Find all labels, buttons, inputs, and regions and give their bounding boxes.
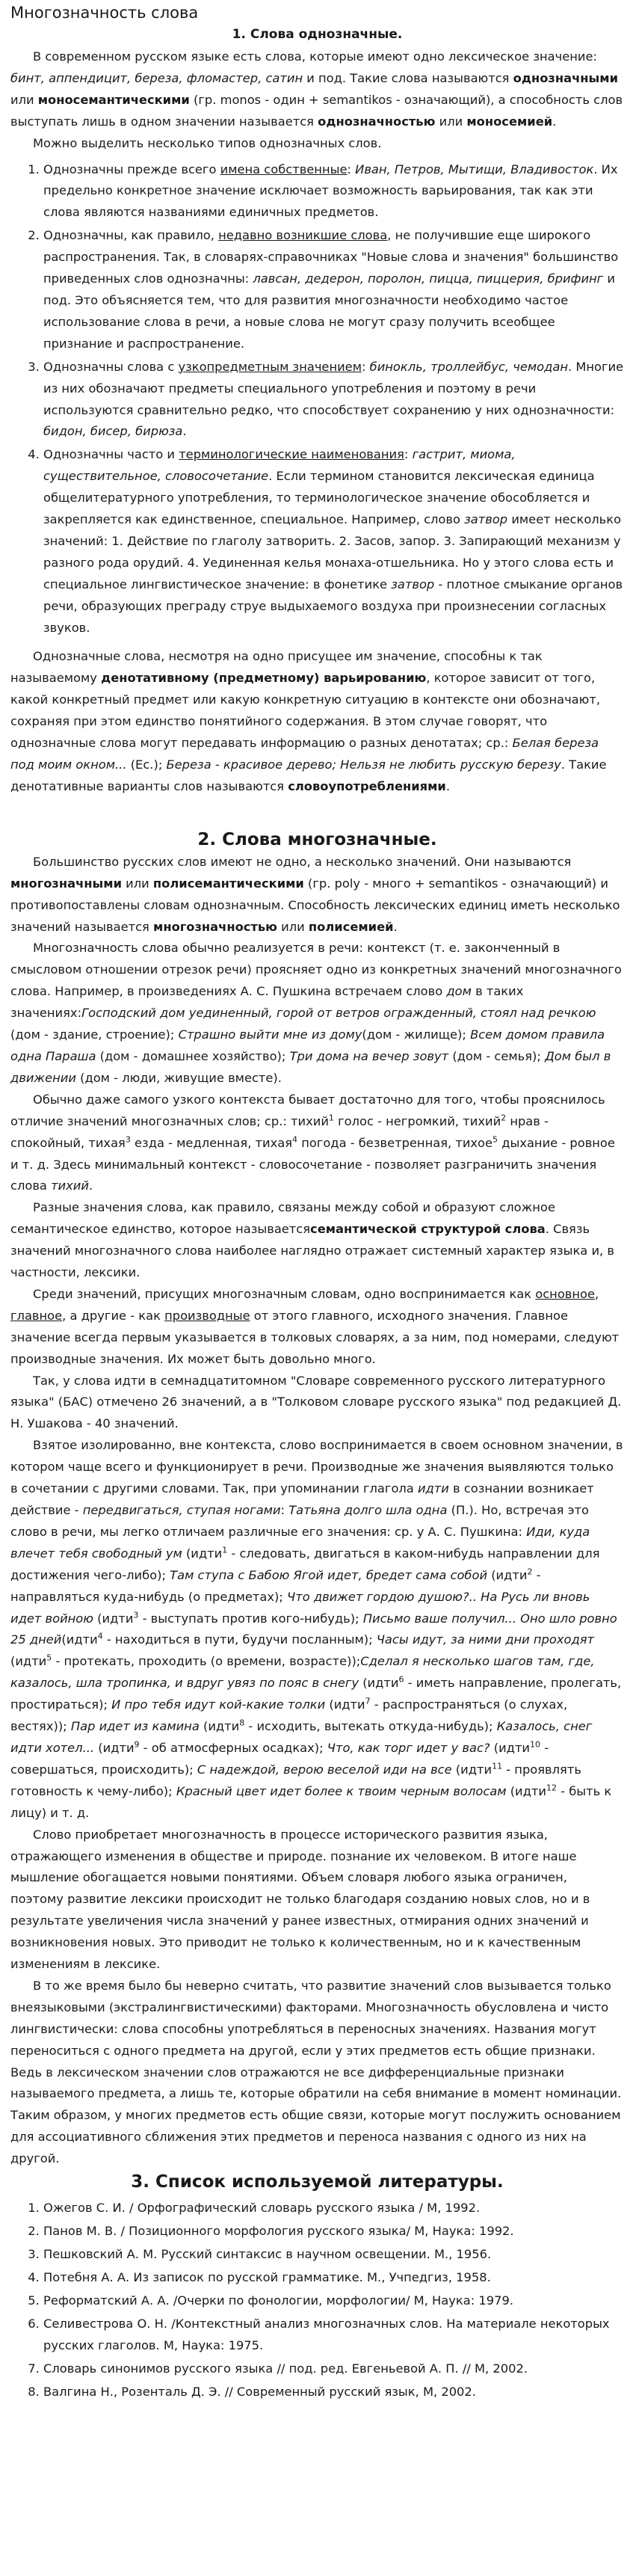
- text-run: и под. Такие слова называются: [303, 70, 513, 85]
- text-run: Пар идет из камина: [70, 1719, 200, 1734]
- text-run: Обычно даже самого узкого контекста бывает достаточно для того, чтобы прояснилось отличие значений многозначных слов; ср.: тихий: [10, 1092, 605, 1128]
- literature-item: 5. Реформатский А. А. /Очерки по фонологии, морфологии/ М, Наука: 1979.: [43, 2290, 624, 2311]
- text-run: многозначностью: [153, 919, 277, 934]
- text-run: Часы идут, за ними дни проходят: [376, 1632, 594, 1647]
- section-2-paragraph: [10, 1284, 624, 1371]
- text-run: - находиться в пути, будучи посланным);: [102, 1632, 377, 1647]
- text-run: . Связь значений многозначного слова наиболее наглядно отражает системный характер языка и, в частности, лексики.: [10, 1222, 614, 1280]
- text-run: Татьяна долго шла одна: [288, 1503, 448, 1517]
- text-run: 9: [134, 1739, 140, 1750]
- text-run: - плотное смыкание органов речи, образующих преграду струе выдыхаемого воздуха при произнесении согласных звуков.: [43, 577, 623, 635]
- text-run: Однозначны прежде всего: [43, 162, 220, 176]
- list-item: [43, 159, 624, 224]
- text-run: .: [182, 424, 187, 439]
- text-run: 1: [222, 1545, 228, 1555]
- text-run: идти: [417, 1481, 449, 1496]
- text-run: лавсан, дедерон, поролон, пицца, пиццерия, брифинг: [253, 271, 604, 286]
- text-run: гастрит, миома, существительное, словосочетание: [43, 447, 516, 484]
- text-run: однозначностью: [318, 114, 436, 129]
- text-run: (идти: [490, 1740, 531, 1755]
- text-run: однозначными: [513, 70, 618, 85]
- text-run: (идти: [61, 1632, 98, 1647]
- text-run: Сделал я несколько шагов там, где, казалось, шла тропинка, и вдруг увяз по пояс в снегу: [10, 1654, 595, 1691]
- text-run: в сознании возникает действие -: [10, 1481, 594, 1517]
- text-run: Однозначны, как правило,: [43, 228, 219, 243]
- text-run: затвор: [391, 577, 435, 591]
- text-run: С надеждой, верою веселой иди на все: [197, 1762, 452, 1777]
- text-run: Разные значения слова, как правило, связаны между собой и образуют сложное семантическое единство, которое называется: [10, 1200, 555, 1237]
- text-run: . Такие денотативные варианты слов называются: [10, 757, 607, 793]
- text-run: моносемией: [466, 114, 553, 129]
- text-run: Господский дом уединенный, горой от ветров огражденный, стоял над речкою: [81, 1006, 596, 1021]
- text-run: :: [347, 162, 356, 176]
- text-run: Страшно выйти мне из дому: [178, 1027, 362, 1042]
- section-1-heading: 1. Слова однозначные.: [232, 27, 403, 42]
- text-run: моносемантическими: [37, 92, 190, 107]
- text-run: 3: [125, 1134, 131, 1145]
- section-1-closing: [10, 646, 624, 797]
- text-run: Там ступа с Бабою Ягой идет, бредет сама собой: [170, 1567, 488, 1582]
- text-run: (идти: [451, 1762, 492, 1777]
- text-run: 8: [239, 1718, 245, 1728]
- text-run: 12: [546, 1783, 557, 1793]
- text-run: Взятое изолированно, вне контекста, слово воспринимается в своем основном значении, в котором чаще всего и функционирует в речи. Производные же значения выявляются только в сочетании с другими словами. Так, при упоминании глагола: [10, 1438, 623, 1496]
- text-run: терминологические наименования: [179, 447, 404, 462]
- text-run: (идти: [506, 1783, 546, 1798]
- document-title: Многозначность слова: [10, 4, 199, 22]
- text-run: от этого главного, исходного значения. Главное значение всегда первым указывается в толковых словарях, а за ним, под номерами, следуют производные значения. Их может быть довольно много.: [10, 1308, 620, 1366]
- list-item: [43, 444, 624, 639]
- text-run: ,: [595, 1286, 599, 1301]
- text-run: недавно возникшие слова: [218, 228, 388, 243]
- text-run: бидон, бисер, бирюза: [43, 424, 183, 439]
- text-run: Однозначны часто и: [43, 447, 179, 462]
- section-2-paragraph: [10, 1435, 624, 1824]
- text-run: погода - безветренная, тихое: [297, 1135, 493, 1150]
- section-3-heading: 3. Список используемой литературы.: [131, 2172, 504, 2192]
- text-run: (идти: [487, 1567, 528, 1582]
- text-run: Иван, Петров, Мытищи, Владивосток: [355, 162, 594, 176]
- text-run: (П.). Но, встречая это слово в речи, мы легко отличаем различные его значения: ср. у А. С. Пушкина:: [10, 1503, 589, 1539]
- text-run: имеет несколько значений: 1. Действие по глаголу затворить. 2. Засов, запор. 3. Запирающий механизм у разного рода орудий. 4. Уединенная келья монаха-отшельника. Но у этого слова есть и специальное лингвистическое значение: в фонетике: [43, 512, 622, 591]
- text-run: В современном русском языке есть слова, которые имеют одно лексическое значение:: [33, 49, 598, 64]
- text-run: дом: [446, 984, 472, 999]
- text-run: (дом - жилище);: [362, 1027, 471, 1042]
- text-run: .: [88, 1178, 93, 1193]
- text-run: полисемией: [308, 919, 394, 934]
- text-run: , не получившие еще широкого распространения. Так, в словарях-справочниках "Новые слова и значения" большинство приведенных слов однозначны:: [43, 228, 619, 286]
- text-run: или: [10, 92, 38, 107]
- literature-item: 7. Словарь синонимов русского языка // под. ред. Евгеньевой А. П. // М, 2002.: [43, 2358, 624, 2379]
- literature-item: 3. Пешковский А. М. Русский синтаксис в научном освещении. М., 1956.: [43, 2243, 624, 2265]
- text-run: - исходить, вытекать откуда-нибудь);: [244, 1719, 497, 1734]
- text-run: 4: [292, 1134, 298, 1145]
- text-run: - распространяться (о слухах, вестях));: [10, 1697, 568, 1734]
- section-1-types-line: Можно выделить несколько типов однозначных слов.: [33, 135, 382, 150]
- text-run: словоупотреблениями: [288, 778, 446, 793]
- text-run: :: [404, 447, 413, 462]
- text-run: Слово приобретает многозначность в процессе исторического развития языка, отражающего изменения в обществе и природе. познание их человеком. В итоге наше мышление обогащается новыми понятиями. Объем словаря любого языка ограничен, поэтому развитие лексики происходит не только благодаря созданию новых слов, но и в результате увеличения числа значений у ранее известных, отмирания одних значений и возникновения новых. Это приводит не только к количественным, но и к качественным изменениям в лексике.: [10, 1827, 590, 1972]
- text-run: (идти: [199, 1719, 240, 1734]
- text-run: - проявлять готовность к чему-либо);: [10, 1762, 581, 1798]
- text-run: денотативному (предметному) варьированию: [101, 671, 427, 686]
- text-run: Всем домом правила одна Параша: [10, 1027, 605, 1063]
- text-run: семантической структурой слова: [310, 1222, 546, 1237]
- text-run: 5: [46, 1653, 52, 1663]
- text-run: в таких значениях:: [10, 984, 524, 1021]
- text-run: имена собственные: [220, 162, 348, 176]
- text-run: полисемантическими: [152, 876, 304, 891]
- text-run: 1: [328, 1113, 334, 1123]
- text-run: - направляться куда-нибудь (о предметах);: [10, 1567, 541, 1604]
- text-run: . Если термином становится лексическая единица общелитературного употребления, то терминологическое значение обособляется и закрепляется как единственное, специальное. Например, слово: [43, 469, 595, 527]
- text-run: - об атмосферных осадках);: [139, 1740, 327, 1755]
- text-run: 11: [492, 1761, 503, 1771]
- text-run: Иди, куда влечет тебя свободный ум: [10, 1524, 590, 1561]
- text-run: многозначными: [10, 876, 122, 891]
- section-2-body: [10, 852, 624, 2170]
- literature-item: 6. Селивестрова О. Н. /Контекстный анализ многозначных слов. На материале некоторых русских глаголов. М, Наука: 1975.: [43, 2313, 624, 2356]
- section-1-intro: [10, 46, 624, 133]
- text-run: 6: [398, 1674, 404, 1685]
- text-run: :: [280, 1503, 289, 1517]
- text-run: Казалось, снег идти хотел...: [10, 1719, 593, 1755]
- text-run: езда - медленная, тихая: [130, 1135, 293, 1150]
- text-run: И про тебя идут кой-какие толки: [111, 1697, 326, 1712]
- text-run: передвигаться, ступая ногами: [82, 1503, 281, 1517]
- text-run: бинокль, троллейбус, чемодан: [369, 359, 568, 374]
- section-2-heading: 2. Слова многозначные.: [197, 829, 437, 849]
- text-run: , а другие - как: [62, 1308, 165, 1323]
- text-run: - выступать против кого-нибудь);: [138, 1611, 363, 1626]
- list-item: [43, 225, 624, 354]
- text-run: (идти: [93, 1611, 134, 1626]
- text-run: Однозначные слова, несмотря на одно присущее им значение, способны к так называемому: [10, 649, 543, 686]
- text-run: 2: [501, 1113, 507, 1123]
- text-run: затвор: [464, 512, 508, 527]
- text-run: 2: [527, 1567, 533, 1577]
- text-run: 3: [133, 1610, 139, 1620]
- text-run: Что движет гордою душою?.. На Русь ли вновь идет войною: [10, 1589, 590, 1626]
- text-run: Так, у слова идти в семнадцатитомном "Словаре современного русского литературного языка" (БАС) отмечено 26 значений, а в "Толковом словаре русского языка" под редакцией Д. Н. Ушакова - 40 значений.: [10, 1373, 622, 1431]
- list-item: [43, 357, 624, 443]
- text-run: и под. Это объясняется тем, что для развития многозначности необходимо частое использование слова в речи, а новые слова не могут сразу получить всеобщее признание и распространение.: [43, 271, 615, 351]
- text-run: (Ес.);: [126, 757, 167, 772]
- text-run: :: [361, 359, 370, 374]
- text-run: - протекать, проходить (о времени, возрасте));: [52, 1654, 361, 1669]
- text-run: (дом - люди, живущие вместе).: [75, 1070, 282, 1085]
- section-2-paragraph: [10, 852, 624, 938]
- literature-item: 2. Панов М. В. / Позиционного морфология русского языка/ М, Наука: 1992.: [43, 2220, 624, 2242]
- literature-list: [10, 2197, 624, 2403]
- text-run: , которое зависит от того, какой конкретный предмет или какую конкретную ситуацию в контексте они обозначают, сохраняя при этом единство понятийного содержания. В этом случае говорят, что однозначные слова могут передавать информацию о разных денотатах; ср.:: [10, 671, 601, 751]
- text-run: основное: [535, 1286, 596, 1301]
- text-run: (дом - домашнее хозяйство);: [96, 1048, 290, 1063]
- text-run: Дом был в движении: [10, 1048, 611, 1085]
- text-run: (гр. monos - один + semantikos - означающий), а способность слов выступать лишь в одном значении называется: [10, 92, 623, 129]
- text-run: дыхание - ровное и т. д. Здесь минимальный контекст - словосочетание - позволяет разграничить значения слова: [10, 1135, 615, 1193]
- text-run: . Многие из них обозначают предметы специального употребления и поэтому в речи используются сравнительно редко, что способствует сохранению у них однозначности:: [43, 359, 624, 417]
- text-run: (идти: [359, 1676, 399, 1691]
- section-2-paragraph: [10, 1825, 624, 1976]
- text-run: . Их предельно конкретное значение исключает возможность варьирования, так как эти слова являются названиями единичных предметов.: [43, 162, 618, 220]
- text-run: Многозначность слова обычно реализуется в речи: контекст (т. е. законченный в смысловом отношении отрезок речи) проясняет одно из конкретных значений многозначного слова. Например, в произведениях А. С. Пушкина встречаем слово: [10, 941, 622, 999]
- text-run: - быть к лицу) и т. д.: [10, 1783, 612, 1820]
- text-run: 4: [97, 1632, 103, 1642]
- text-run: .: [445, 778, 451, 793]
- text-run: 5: [492, 1134, 498, 1145]
- text-run: Красный цвет идет более к твоим черным волосам: [176, 1783, 507, 1798]
- text-run: Письмо ваше получил... Оно шло ровно 25 дней: [10, 1611, 617, 1647]
- text-run: 10: [530, 1739, 541, 1750]
- text-run: бинт, аппендицит, береза, фломастер, сатин: [10, 70, 303, 85]
- text-run: или: [277, 919, 309, 934]
- text-run: (гр. poly - много + semantikos - означающий) и противопоставлены словам однозначным. Способность лексических единиц иметь несколько значений называется: [10, 876, 620, 934]
- text-run: производные: [164, 1308, 250, 1323]
- text-run: или: [435, 114, 467, 129]
- text-run: (дом - семья);: [448, 1048, 546, 1063]
- text-run: Белая береза под моим окном...: [10, 736, 599, 772]
- text-run: Три дома на вечер зовут: [289, 1048, 449, 1063]
- text-run: или: [122, 876, 153, 891]
- text-run: главное: [10, 1308, 63, 1323]
- text-run: - иметь направление, пролегать, простираться);: [10, 1676, 622, 1712]
- text-run: - совершаться, происходить);: [10, 1740, 549, 1777]
- section-2-paragraph: [10, 1197, 624, 1284]
- section-2-paragraph: [10, 938, 624, 1089]
- text-run: (идти: [10, 1654, 47, 1669]
- text-run: .: [393, 919, 398, 934]
- text-run: - следовать, двигаться в каком-нибудь направлении для достижения чего-либо);: [10, 1546, 600, 1582]
- text-run: (идти: [325, 1697, 365, 1712]
- section-2-paragraph: [10, 1371, 624, 1436]
- section-2-paragraph: [10, 1089, 624, 1198]
- text-run: Большинство русских слов имеют не одно, а несколько значений. Они называются: [33, 854, 572, 869]
- text-run: (идти: [94, 1740, 135, 1755]
- text-run: Однозначны слова с: [43, 359, 179, 374]
- text-run: 7: [365, 1696, 371, 1706]
- text-run: тихий: [51, 1178, 89, 1193]
- text-run: узкопредметным значением: [178, 359, 362, 374]
- literature-item: 1. Ожегов С. И. / Орфографический словарь русского языка / М, 1992.: [43, 2197, 624, 2219]
- literature-item: 8. Валгина Н., Розенталь Д. Э. // Современный русский язык, М, 2002.: [43, 2381, 624, 2403]
- text-run: (дом - здание, строение);: [10, 1027, 179, 1042]
- text-run: (идти: [182, 1546, 223, 1561]
- text-run: нрав - спокойный, тихая: [10, 1113, 549, 1150]
- text-run: В то же время было бы неверно считать, что развитие значений слов вызывается только внеязыковыми (экстралингвистическими) факторами. Многозначность обусловлена и чисто лингвистически: слова способны употребляться в переносных значениях. Названия могут переноситься с одного предмета на другой, если у этих предметов есть общие признаки. Ведь в лексическом значении слов отражаются не все дифференциальные признаки называемого предмета, а лишь те, которые обратили на себя внимание в момент номинации. Таким образом, у многих предметов есть общие связи, которые могут послужить основанием для ассоциативного сближения этих предметов и переноса названия с одного из них на другой.: [10, 1978, 622, 2166]
- text-run: Что, как торг идет у вас?: [327, 1740, 490, 1755]
- text-run: голос - негромкий, тихий: [333, 1113, 501, 1128]
- text-run: Среди значений, присущих многозначным словам, одно воспринимается как: [33, 1286, 536, 1301]
- literature-item: 4. Потебня А. А. Из записок по русской грамматике. М., Учпедгиз, 1958.: [43, 2266, 624, 2288]
- text-run: .: [552, 114, 557, 129]
- section-2-paragraph: [10, 1976, 624, 2170]
- section-1-list: [10, 159, 624, 639]
- text-run: Береза - красивое дерево; Нельзя не любить русскую березу: [166, 757, 561, 772]
